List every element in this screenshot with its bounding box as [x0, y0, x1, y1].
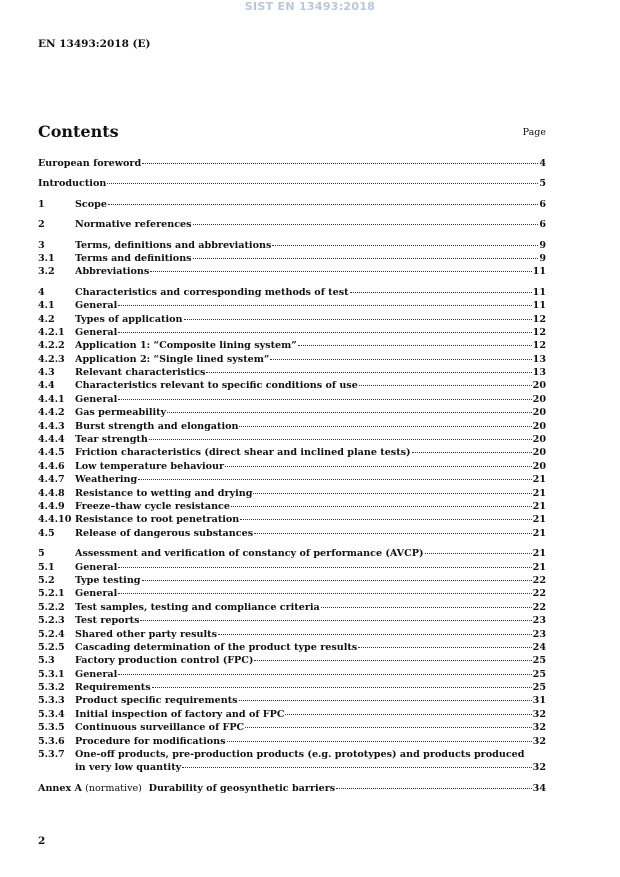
toc-leader-dots [270, 359, 531, 360]
toc-entry-number: 3 [38, 239, 45, 251]
toc-entry[interactable] [38, 614, 546, 627]
toc-entry[interactable] [38, 708, 546, 721]
toc-leader-dots [272, 245, 538, 246]
toc-entry-page: 23 [532, 628, 546, 640]
toc-entry-title: Abbreviations [75, 266, 150, 278]
toc-entry[interactable] [38, 406, 546, 419]
toc-spacer [38, 232, 546, 239]
toc-entry-title: Type testing [75, 574, 141, 586]
toc-entry-number: 5.2 [38, 574, 55, 586]
toc-entry-page: 34 [532, 782, 546, 794]
toc-leader-dots [240, 519, 531, 520]
toc-entry-title: Application 2: “Single lined system” [75, 353, 270, 365]
toc-entry[interactable] [38, 628, 546, 641]
toc-entry[interactable] [38, 748, 546, 775]
toc-entry-number: 4.4 [38, 380, 55, 392]
toc-entry[interactable] [38, 500, 546, 513]
toc-leader-dots [254, 533, 532, 534]
toc-entry-number: 5.2.2 [38, 601, 65, 613]
toc-entry-page: 20 [532, 393, 546, 405]
toc-entry-title: Freeze–thaw cycle resistance [75, 500, 230, 512]
toc-entry[interactable] [38, 177, 546, 190]
toc-spacer [38, 170, 546, 177]
toc-entry-page: 20 [532, 434, 546, 446]
toc-entry-number: 5.3.1 [38, 668, 65, 680]
toc-entry-number: 4.4.5 [38, 447, 65, 459]
toc-entry-title-continued [75, 761, 546, 774]
toc-entry[interactable] [38, 299, 546, 312]
toc-entry[interactable] [38, 487, 546, 500]
toc-entry[interactable] [38, 668, 546, 681]
toc-entry-title: Requirements [75, 682, 151, 694]
toc-leader-dots [336, 788, 531, 789]
toc-entry[interactable] [38, 353, 546, 366]
toc-entry[interactable] [38, 460, 546, 473]
toc-entry-page: 25 [532, 682, 546, 694]
toc-entry-title: General [75, 668, 118, 680]
toc-entry[interactable] [38, 218, 546, 231]
toc-entry[interactable] [38, 641, 546, 654]
toc-leader-dots [239, 700, 532, 701]
toc-leader-dots [239, 426, 531, 427]
toc-entry-page: 11 [532, 300, 546, 312]
toc-spacer [38, 211, 546, 218]
toc-entry-page: 6 [539, 219, 546, 231]
toc-entry-title: Characteristics relevant to specific conditions of use [75, 380, 358, 392]
toc-entry[interactable] [38, 339, 546, 352]
toc-entry-page: 24 [532, 641, 546, 653]
toc-leader-dots [254, 660, 531, 661]
toc-entry-number: 5.3.5 [38, 722, 65, 734]
toc-entry[interactable] [38, 239, 546, 252]
toc-entry-page: 31 [532, 695, 546, 707]
toc-leader-dots [118, 674, 531, 675]
toc-entry-number: 4.4.1 [38, 393, 65, 405]
toc-leader-dots [118, 593, 531, 594]
toc-entry-page: 32 [532, 735, 546, 747]
toc-leader-dots [108, 204, 538, 205]
table-of-contents [38, 157, 546, 795]
toc-entry-page: 9 [539, 252, 546, 264]
toc-entry-title: General [75, 393, 118, 405]
toc-spacer [38, 540, 546, 547]
toc-entry[interactable] [38, 313, 546, 326]
toc-entry-title: Weathering [75, 474, 138, 486]
toc-entry-page: 9 [539, 239, 546, 251]
toc-entry-title: Test samples, testing and compliance criteria [75, 601, 320, 613]
toc-entry-title: Gas permeability [75, 407, 167, 419]
toc-entry-title: Resistance to wetting and drying [75, 487, 253, 499]
toc-entry-number: 5.3.4 [38, 708, 65, 720]
toc-leader-dots [142, 580, 532, 581]
toc-entry-title: Product specific requirements [75, 695, 238, 707]
toc-entry-number: 5.3 [38, 655, 55, 667]
toc-entry-number: 4.4.2 [38, 407, 65, 419]
toc-leader-dots [152, 687, 532, 688]
toc-entry-number: 4.4.8 [38, 487, 65, 499]
toc-entry-number: 4.5 [38, 527, 55, 539]
toc-entry-title: Assessment and verification of constancy of performance (AVCP) [75, 548, 424, 560]
toc-entry-page: 13 [532, 353, 546, 365]
toc-entry[interactable] [38, 561, 546, 574]
toc-annex-title: Durability of geosynthetic barriers [148, 782, 336, 794]
toc-entry-number: 4.4.7 [38, 474, 65, 486]
toc-entry-page: 11 [532, 286, 546, 298]
toc-entry-number: 5.2.4 [38, 628, 65, 640]
toc-leader-dots [298, 345, 532, 346]
toc-entry[interactable] [38, 326, 546, 339]
toc-entry-page: 20 [532, 380, 546, 392]
toc-leader-dots [425, 553, 532, 554]
toc-leader-dots [350, 292, 532, 293]
toc-annex-label: Annex A [38, 782, 83, 794]
toc-entry[interactable] [38, 513, 546, 526]
toc-leader-dots [245, 727, 531, 728]
toc-entry[interactable] [38, 574, 546, 587]
toc-entry-page: 22 [532, 588, 546, 600]
toc-spacer [38, 775, 546, 782]
toc-leader-dots [118, 399, 531, 400]
toc-annex-status: (normative) [82, 782, 142, 794]
toc-entry-page: 21 [532, 561, 546, 573]
toc-leader-dots [231, 506, 532, 507]
toc-entry[interactable] [38, 252, 546, 265]
toc-entry-number: 4.2 [38, 313, 55, 325]
toc-leader-dots [193, 224, 539, 225]
toc-entry[interactable] [38, 721, 546, 734]
toc-entry-page: 5 [539, 178, 546, 190]
toc-leader-dots [225, 466, 532, 467]
toc-entry-number: 4.4.6 [38, 460, 65, 472]
toc-entry-number: 4.2.2 [38, 340, 65, 352]
toc-entry[interactable] [38, 735, 546, 748]
toc-entry-title: Initial inspection of factory and of FPC [75, 708, 285, 720]
toc-leader-dots [149, 439, 532, 440]
toc-entry-number: 4.4.9 [38, 500, 65, 512]
toc-entry-number: 5.1 [38, 561, 55, 573]
toc-entry[interactable] [38, 782, 546, 795]
toc-spacer [38, 191, 546, 198]
page-column-label: Page [522, 127, 546, 138]
toc-leader-dots [118, 567, 531, 568]
toc-entry-page: 25 [532, 668, 546, 680]
toc-entry-page: 21 [532, 514, 546, 526]
toc-entry-page: 13 [532, 367, 546, 379]
toc-entry-title: Release of dangerous substances [75, 527, 254, 539]
toc-entry-title: Tear strength [75, 434, 148, 446]
toc-entry[interactable] [38, 654, 546, 667]
toc-entry-title-line2: in very low quantity [75, 762, 182, 774]
toc-entry-page: 20 [532, 460, 546, 472]
toc-entry-number: 5.3.3 [38, 695, 65, 707]
toc-entry-title: Terms, definitions and abbreviations [75, 239, 272, 251]
toc-entry-title: Procedure for modifications [75, 735, 226, 747]
contents-header [38, 122, 546, 144]
toc-entry-page: 22 [532, 574, 546, 586]
toc-entry-page: 21 [532, 474, 546, 486]
toc-entry-title: General [75, 561, 118, 573]
toc-entry[interactable] [38, 527, 546, 540]
toc-entry-page: 12 [532, 326, 546, 338]
toc-leader-dots [118, 332, 531, 333]
toc-entry-title: Scope [75, 198, 107, 210]
toc-entry-page: 32 [532, 722, 546, 734]
toc-entry-title: Continuous surveillance of FPC [75, 722, 245, 734]
toc-entry[interactable] [38, 587, 546, 600]
toc-entry-number: 5.2.3 [38, 615, 65, 627]
toc-entry[interactable] [38, 198, 546, 211]
toc-entry-number: 4.4.4 [38, 434, 65, 446]
toc-entry-page: 4 [539, 158, 546, 169]
toc-entry-number: 4.1 [38, 300, 55, 312]
toc-entry-title-block [75, 748, 546, 775]
toc-entry[interactable] [38, 265, 546, 278]
toc-entry-number: 4.2.1 [38, 326, 65, 338]
toc-entry-page: 25 [532, 655, 546, 667]
toc-entry-title: Application 1: “Composite lining system” [75, 340, 297, 352]
toc-entry[interactable] [38, 286, 546, 299]
toc-entry-title: Factory production control (FPC) [75, 655, 254, 667]
toc-spacer [38, 279, 546, 286]
toc-entry-title: Test reports [75, 615, 140, 627]
toc-entry[interactable] [38, 379, 546, 392]
toc-leader-dots [321, 607, 532, 608]
toc-leader-dots [167, 412, 532, 413]
toc-entry-title: Friction characteristics (direct shear and inclined plane tests) [75, 447, 411, 459]
toc-entry[interactable] [38, 446, 546, 459]
toc-entry-title [38, 782, 335, 795]
toc-entry-number: 5.3.6 [38, 735, 65, 747]
toc-leader-dots [358, 647, 531, 648]
toc-entry-page: 32 [532, 708, 546, 720]
contents-title: Contents [38, 122, 119, 141]
toc-entry-number: 2 [38, 219, 45, 231]
toc-entry[interactable] [38, 547, 546, 560]
toc-entry-title: Types of application [75, 313, 183, 325]
toc-leader-dots [218, 634, 532, 635]
toc-leader-dots [359, 385, 532, 386]
toc-entry-number: 4.2.3 [38, 353, 65, 365]
toc-entry[interactable] [38, 157, 546, 170]
toc-leader-dots [140, 620, 531, 621]
toc-entry-title: General [75, 588, 118, 600]
toc-entry[interactable] [38, 694, 546, 707]
toc-entry-page: 21 [532, 527, 546, 539]
toc-entry-number: 4.4.10 [38, 514, 72, 526]
toc-entry-title: Characteristics and corresponding methods of test [75, 286, 349, 298]
toc-leader-dots [118, 305, 531, 306]
page-number: 2 [38, 835, 46, 847]
toc-leader-dots [412, 452, 532, 453]
toc-entry-number: 4 [38, 286, 45, 298]
toc-entry-page: 12 [532, 313, 546, 325]
toc-entry-number: 5.2.1 [38, 588, 65, 600]
toc-entry-number: 1 [38, 198, 45, 210]
toc-entry-page: 32 [532, 762, 546, 774]
toc-entry-number: 4.3 [38, 367, 55, 379]
toc-entry-title: Terms and definitions [75, 252, 192, 264]
toc-entry-title: General [75, 326, 118, 338]
toc-leader-dots [206, 372, 531, 373]
toc-entry-page: 20 [532, 420, 546, 432]
toc-entry-number: 5.2.5 [38, 641, 65, 653]
toc-leader-dots [182, 767, 531, 768]
toc-entry-number: 3.1 [38, 252, 55, 264]
toc-entry[interactable] [38, 420, 546, 433]
toc-entry-number: 3.2 [38, 266, 55, 278]
toc-entry-title: Normative references [75, 219, 192, 231]
toc-leader-dots [253, 493, 531, 494]
toc-entry-title: Resistance to root penetration [75, 514, 240, 526]
toc-entry-page: 21 [532, 548, 546, 560]
toc-entry-title: European foreword [38, 158, 142, 169]
toc-entry-number: 5 [38, 548, 45, 560]
toc-entry-title: General [75, 300, 118, 312]
toc-entry-page: 6 [539, 198, 546, 210]
toc-leader-dots [142, 163, 538, 164]
toc-entry-page: 20 [532, 447, 546, 459]
toc-entry-page: 21 [532, 487, 546, 499]
toc-leader-dots [227, 741, 532, 742]
toc-entry-title: Introduction [38, 178, 107, 190]
toc-entry[interactable] [38, 433, 546, 446]
toc-entry-title: One-off products, pre-production products (e.g. prototypes) and products produced [75, 749, 525, 761]
toc-leader-dots [193, 258, 539, 259]
toc-leader-dots [107, 183, 538, 184]
toc-entry[interactable] [38, 393, 546, 406]
document-id: EN 13493:2018 (E) [38, 38, 151, 50]
toc-entry-title: Burst strength and elongation [75, 420, 239, 432]
toc-entry[interactable] [38, 681, 546, 694]
toc-leader-dots [150, 271, 531, 272]
toc-entry-page: 12 [532, 340, 546, 352]
watermark: SIST EN 13493:2018 [244, 0, 376, 13]
toc-leader-dots [184, 319, 532, 320]
toc-entry-page: 11 [532, 266, 546, 278]
toc-entry-title: Cascading determination of the product type results [75, 641, 358, 653]
toc-entry-page: 23 [532, 615, 546, 627]
toc-leader-dots [285, 714, 531, 715]
toc-entry[interactable] [38, 366, 546, 379]
toc-entry[interactable] [38, 473, 546, 486]
toc-leader-dots [138, 479, 531, 480]
toc-entry-title: Shared other party results [75, 628, 217, 640]
toc-entry-page: 21 [532, 500, 546, 512]
toc-entry-number: 5.3.2 [38, 682, 65, 694]
toc-entry-title: Low temperature behaviour [75, 460, 225, 472]
toc-entry-number: 4.4.3 [38, 420, 65, 432]
toc-entry-page: 22 [532, 601, 546, 613]
toc-entry[interactable] [38, 601, 546, 614]
toc-entry-page: 20 [532, 407, 546, 419]
toc-entry-number: 5.3.7 [38, 749, 65, 761]
toc-entry-title: Relevant characteristics [75, 367, 206, 379]
